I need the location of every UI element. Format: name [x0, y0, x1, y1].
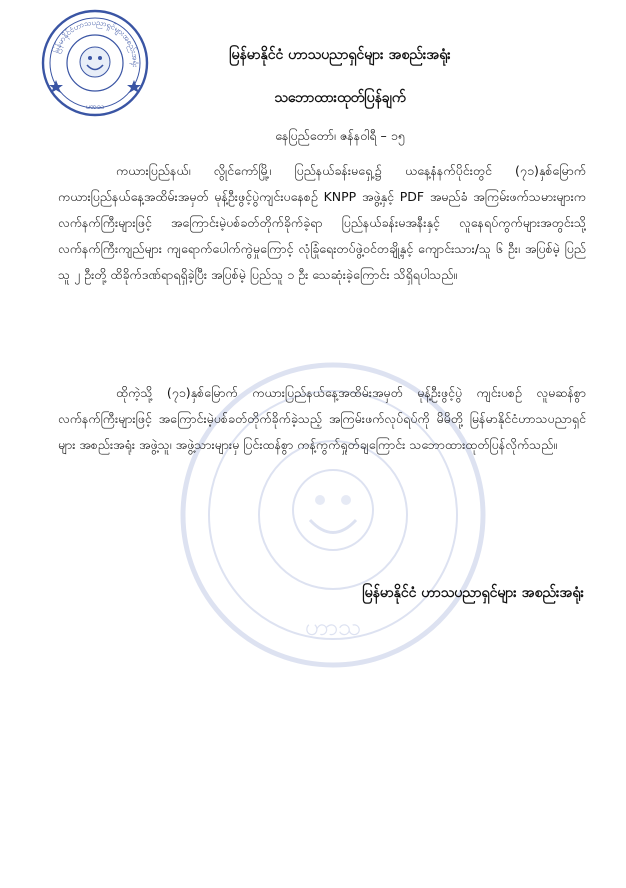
body-paragraph-2: ထိုကဲ့သို့ (၇၁)နှစ်မြောက် ကယားပြည်နယ်နေ့အထိမ်းအမှတ် မုန့်ဦးဖွင့်ပွဲ ကျင်းပစဉ် လူမဆန်စွာ လက်နက်ကြီးများဖြင့် အကြောင်းမဲ့ပစ်ခတ်တိုက်ခိုက်ခဲ့သည့် အကြမ်းဖက်လုပ်ရပ်ကို မိမိတို့ မြန်မာနိုင်ငံဟာသပညာရှင်များ အစည်းအရုံး အဖွဲ့သူ၊ အဖွဲ့သားများမှ ပြင်းထန်စွာ ကန့်ကွက်ရှုတ်ချကြောင်း သဘောထားထုတ်ပြန်လိုက်သည်။: [58, 385, 586, 452]
association-seal-logo: [40, 8, 150, 118]
watermark-bottom-text: ဟာသ: [304, 613, 362, 641]
dateline: နေပြည်တော်၊ ဇန်နဝါရီ – ၁၅: [275, 128, 405, 143]
seal-bottom-text: ဟာသ: [85, 102, 105, 111]
svg-text:မြန်မာနိုင်ငံဟာသပညာရှင်များအစည: မြန်မာနိုင်ငံဟာသပညာရှင်များအစည်းအရုံး: [51, 17, 141, 68]
document-title: မြန်မာနိုင်ငံ ဟာသပညာရှင်များ အစည်းအရုံး: [229, 47, 451, 63]
body-paragraph-1: ကယားပြည်နယ်၊ လွိုင်ကော်မြို့၊ ပြည်နယ်ခန်းမရှေ့၌ ယနေ့နံနက်ပိုင်းတွင် (၇၁)နှစ်မြောက် ကယားပြည်နယ်နေ့အထိမ်းအမှတ် မုန့်ဦးဖွင့်ပွဲကျင်းပနေစဉ် KNPP အဖွဲ့နှင့် PDF အမည်ခံ အကြမ်းဖက်သမားများက လက်နက်ကြီးများဖြင့် အကြောင်းမဲ့ပစ်ခတ်တိုက်ခိုက်ခဲ့ရာ ပြည်နယ်ခန်းမအနီးနှင့် လူနေရပ်ကွက်များအတွင်းသို့ လက်နက်ကြီးကျည်များ ကျရောက်ပေါက်ကွဲမှုကြောင့် လုံခြုံရေးတပ်ဖွဲ့ဝင်တချို့နှင့် ကျောင်းသား/သူ ၆ ဦး၊ အပြစ်မဲ့ ပြည်သူ ၂ ဦးတို့ ထိခိုက်ဒဏ်ရာရရှိခဲ့ပြီး အပြစ်မဲ့ ပြည်သူ ၁ ဦး သေဆုံးခဲ့ကြောင်း သိရှိရပါသည်။: [58, 163, 586, 282]
document-subtitle: သဘောထားထုတ်ပြန်ချက်: [274, 90, 406, 106]
signature-line: မြန်မာနိုင်ငံ ဟာသပညာရှင်များ အစည်းအရုံး: [362, 585, 584, 601]
